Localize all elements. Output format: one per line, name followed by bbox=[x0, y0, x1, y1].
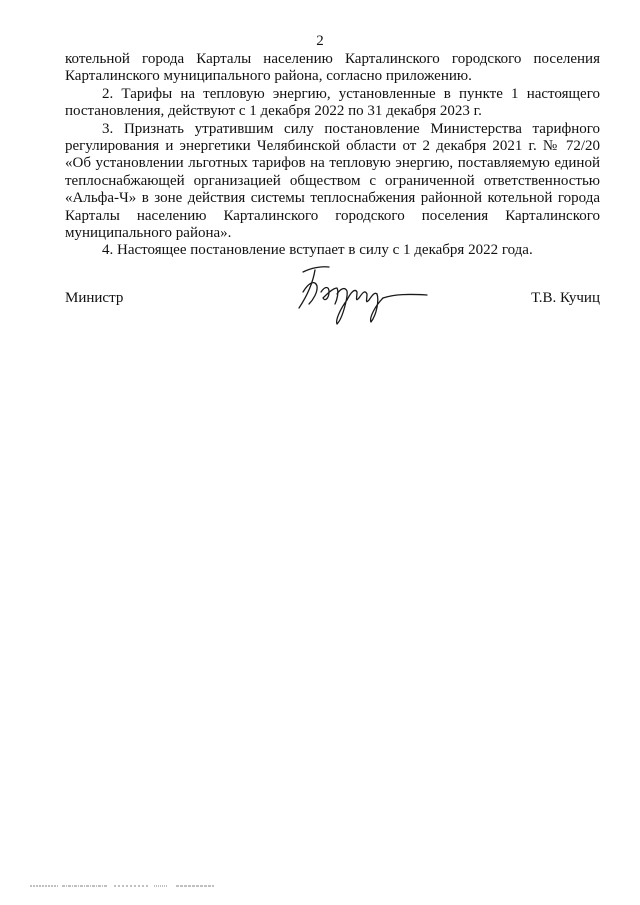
handwritten-signature bbox=[285, 258, 435, 338]
signatory-title: Министр bbox=[65, 290, 124, 306]
page-number: 2 bbox=[316, 33, 324, 49]
paragraph-continuation: котельной города Карталы населению Карталинского городского поселения Карталинского муниципального района, согласно приложению. bbox=[65, 51, 600, 85]
paragraph-item-3: 3. Признать утратившим силу постановление Министерства тарифного регулирования и энергетики Челябинской области от 2 декабря 2021 г. № 72/20 «Об установлении льготных тарифов на тепловую энергию, поставляемую единой теплоснабжающей организацией обществом с ограниченной ответственностью «Альфа-Ч» в зоне действия системы теплоснабжения районной котельной города Карталы населению Карталинского городского поселения Карталинского муниципального района». bbox=[65, 120, 600, 242]
signatory-name: Т.В. Кучиц bbox=[531, 290, 600, 306]
paragraph-item-4: 4. Настоящее постановление вступает в силу с 1 декабря 2022 года. bbox=[102, 242, 533, 259]
footer-scan-mark bbox=[30, 884, 215, 888]
document-body bbox=[65, 51, 600, 260]
paragraph-item-2: 2. Тарифы на тепловую энергию, установленные в пункте 1 настоящего постановления, действуют с 1 декабря 2022 по 31 декабря 2023 г. bbox=[65, 85, 600, 120]
